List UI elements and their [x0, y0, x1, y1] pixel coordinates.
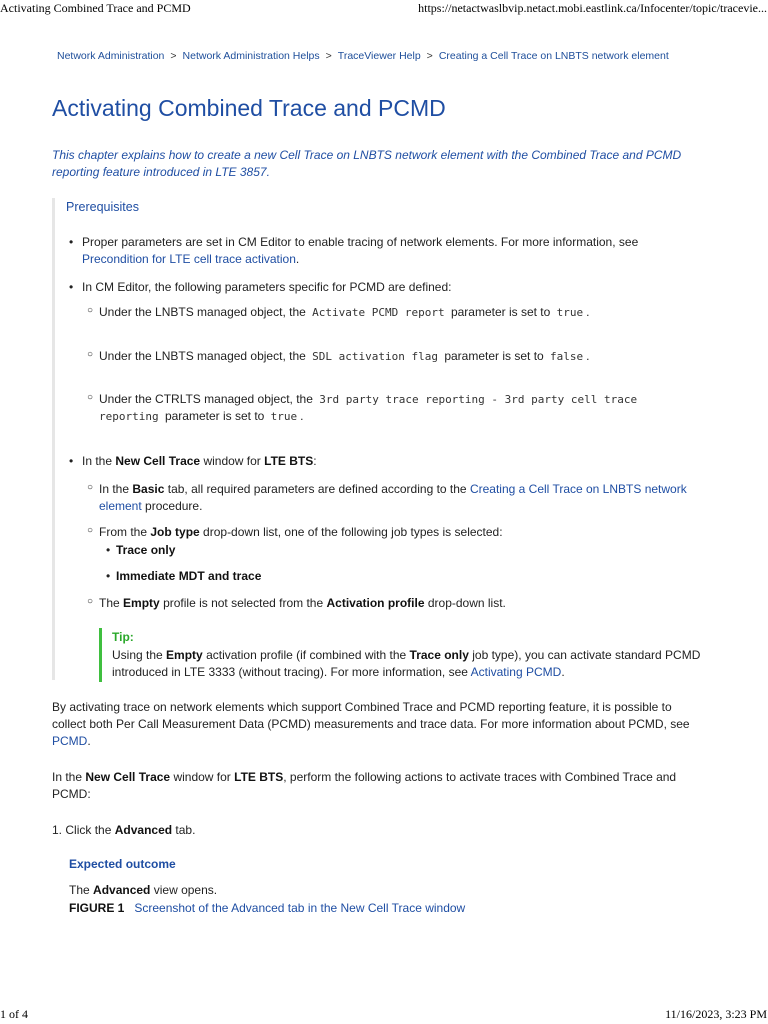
- punct: .: [300, 409, 304, 423]
- text: job type), you can activate standard PCMD: [472, 648, 701, 662]
- text: view opens.: [153, 883, 218, 897]
- creating-cell-trace-link[interactable]: Creating a Cell Trace on LNBTS network: [469, 482, 687, 496]
- bullet-circle-icon: ○: [87, 349, 94, 360]
- bullet-dot-icon: •: [69, 454, 74, 468]
- text: From the: [99, 525, 148, 539]
- breadcrumb-separator: >: [170, 50, 177, 62]
- text: , perform the following actions to activate traces with Combined Trace and: [283, 770, 677, 784]
- breadcrumb-traceviewer-help[interactable]: TraceViewer Help: [337, 50, 421, 62]
- text: collect both Per Call Measurement Data (PCMD) measurements and trace data. For more information about PCMD, see: [52, 717, 690, 731]
- text: drop-down list, one of the following job types is selected:: [203, 525, 503, 539]
- figure-label: FIGURE 1: [69, 901, 125, 915]
- punct: .: [586, 305, 590, 319]
- text: Click the: [65, 823, 112, 837]
- text: The: [99, 596, 120, 610]
- prereq-item-1: [82, 234, 712, 268]
- bullet-circle-icon: ○: [87, 305, 94, 316]
- text: PCMD:: [52, 787, 91, 801]
- text: Using the: [112, 648, 163, 662]
- punct: .: [586, 349, 590, 363]
- tip-text: [112, 647, 722, 681]
- param-value-true: true: [556, 306, 584, 319]
- param-value-false: false: [550, 350, 584, 363]
- bold-lte-bts: LTE BTS: [264, 454, 314, 468]
- prereq-item-2-sub-3: [99, 391, 719, 425]
- prereq-item-2-sub-2: [99, 348, 590, 365]
- prereq-item-3-sub-3: [99, 595, 506, 612]
- text: The: [69, 883, 90, 897]
- text: In the: [82, 454, 113, 468]
- text: parameter is set to: [450, 305, 551, 319]
- figure-caption: [69, 900, 465, 917]
- text: window for: [173, 770, 231, 784]
- text: profile is not selected from the: [163, 596, 324, 610]
- print-footer: [0, 1004, 768, 1024]
- prereq-item-3: [82, 453, 317, 470]
- tip-box: [99, 628, 722, 682]
- breadcrumb-separator: >: [426, 50, 433, 62]
- step-number: 1.: [52, 823, 63, 837]
- text: In the: [99, 482, 130, 496]
- bold-trace-only: Trace only: [116, 543, 176, 557]
- punct: .: [295, 252, 300, 266]
- bold-new-cell-trace: New Cell Trace: [85, 770, 171, 784]
- prereq-item-3-sub-2: [99, 524, 503, 541]
- print-header: [0, 0, 768, 20]
- text: Under the LNBTS managed object, the: [99, 305, 306, 319]
- text: parameter is set to: [164, 409, 265, 423]
- prereq-item-2-sub-1: [99, 304, 590, 321]
- bullet-circle-icon: ○: [87, 482, 94, 493]
- text: Under the CTRLTS managed object, the: [99, 392, 313, 406]
- tip-title: Tip:: [112, 630, 134, 644]
- breadcrumb-network-administration-helps[interactable]: Network Administration Helps: [182, 50, 320, 62]
- breadcrumb: [57, 50, 669, 62]
- activating-pcmd-link[interactable]: Activating PCMD: [470, 665, 562, 679]
- pcmd-link[interactable]: PCMD: [52, 734, 88, 748]
- job-type-option-immediate-mdt: [116, 568, 261, 585]
- bullet-dot-icon: •: [69, 280, 74, 294]
- param-3rd-party-trace: 3rd party trace reporting - 3rd party cell trace: [319, 393, 638, 406]
- expected-outcome-title: Expected outcome: [69, 857, 176, 871]
- bullet-circle-icon: ○: [87, 596, 94, 607]
- print-header-url: https://netactwaslbvip.netact.mobi.eastlink.ca/Infocenter/topic/tracevie...: [418, 1, 767, 15]
- bold-lte-bts: LTE BTS: [234, 770, 284, 784]
- prerequisites-title: Prerequisites: [66, 200, 139, 214]
- prereq-item-2: In CM Editor, the following parameters specific for PCMD are defined:: [82, 280, 452, 294]
- bullet-dot-icon: •: [106, 569, 111, 583]
- bold-job-type: Job type: [150, 525, 200, 539]
- bullet-dot-icon: •: [69, 235, 74, 249]
- page-title: Activating Combined Trace and PCMD: [52, 95, 446, 121]
- text: Under the LNBTS managed object, the: [99, 349, 306, 363]
- bold-immediate-mdt: Immediate MDT and trace: [116, 569, 262, 583]
- text: procedure.: [145, 499, 203, 513]
- prereq-item-1-text: Proper parameters are set in CM Editor to enable tracing of network elements. For more information, see: [82, 235, 639, 249]
- bullet-dot-icon: •: [106, 543, 111, 557]
- punct: .: [87, 734, 91, 748]
- param-activate-pcmd-report: Activate PCMD report: [312, 306, 445, 319]
- bold-basic: Basic: [132, 482, 165, 496]
- param-value-true: true: [270, 410, 298, 423]
- punct: :: [313, 454, 317, 468]
- text: In the: [52, 770, 83, 784]
- creating-cell-trace-link-cont[interactable]: element: [99, 499, 142, 513]
- step-1: [52, 822, 195, 839]
- param-3rd-party-trace-cont: reporting: [99, 410, 159, 423]
- text: By activating trace on network elements which support Combined Trace and PCMD reporting feature, it is possible to: [52, 700, 672, 714]
- text: tab.: [175, 823, 196, 837]
- text: parameter is set to: [444, 349, 544, 363]
- bullet-circle-icon: ○: [87, 525, 94, 536]
- breadcrumb-separator: >: [325, 50, 332, 62]
- bold-advanced: Advanced: [93, 883, 151, 897]
- bold-empty: Empty: [166, 648, 203, 662]
- precondition-link[interactable]: Precondition for LTE cell trace activation: [82, 252, 296, 266]
- punct: .: [561, 665, 565, 679]
- text: introduced in LTE 3333 (without tracing). For more information, see: [112, 665, 468, 679]
- prereq-item-3-sub-1: [99, 481, 719, 515]
- breadcrumb-creating-cell-trace[interactable]: Creating a Cell Trace on LNBTS network element: [438, 50, 669, 62]
- bold-new-cell-trace: New Cell Trace: [115, 454, 201, 468]
- expected-outcome-text: [69, 882, 217, 899]
- text: activation profile (if combined with the: [206, 648, 407, 662]
- bold-empty: Empty: [123, 596, 160, 610]
- text: tab, all required parameters are defined according to the: [167, 482, 467, 496]
- bold-trace-only: Trace only: [409, 648, 469, 662]
- breadcrumb-network-administration[interactable]: Network Administration: [57, 50, 165, 62]
- intro-text: This chapter explains how to create a new Cell Trace on LNBTS network element with the Combined Trace and PCMD reporting feature introduced in LTE 3857.: [52, 148, 682, 179]
- print-header-title: Activating Combined Trace and PCMD: [0, 1, 191, 15]
- text: window for: [203, 454, 261, 468]
- job-type-option-trace-only: [116, 542, 175, 559]
- paragraph-new-cell-trace: [52, 769, 720, 803]
- paragraph-combined-trace: [52, 699, 720, 750]
- param-sdl-activation-flag: SDL activation flag: [312, 350, 438, 363]
- page-number: 1 of 4: [0, 1007, 28, 1021]
- bullet-circle-icon: ○: [87, 392, 94, 403]
- print-datetime: 11/16/2023, 3:23 PM: [665, 1007, 767, 1021]
- figure-link[interactable]: Screenshot of the Advanced tab in the New Cell Trace window: [134, 901, 466, 915]
- bold-activation-profile: Activation profile: [326, 596, 425, 610]
- text: drop-down list.: [427, 596, 506, 610]
- bold-advanced: Advanced: [114, 823, 173, 837]
